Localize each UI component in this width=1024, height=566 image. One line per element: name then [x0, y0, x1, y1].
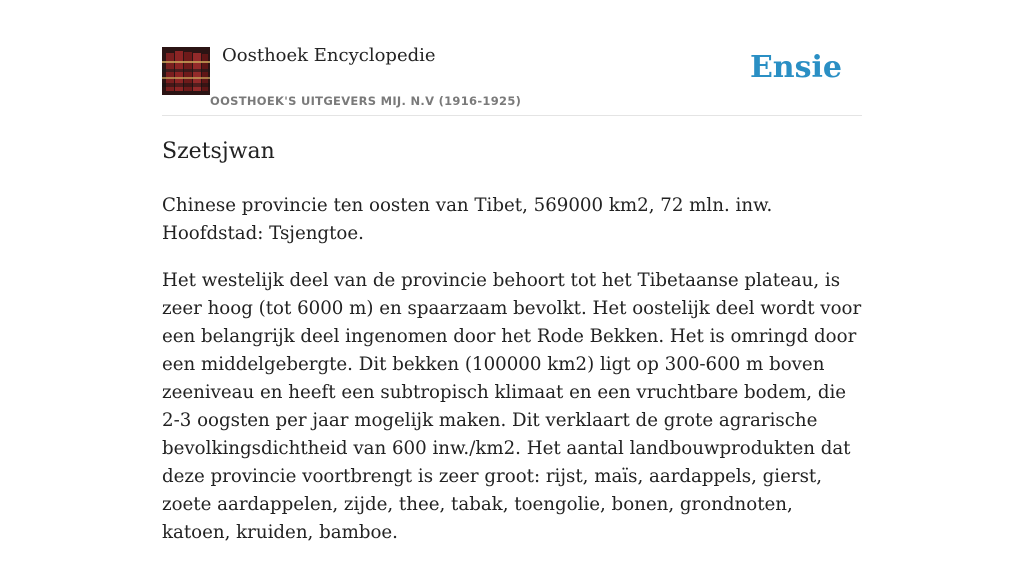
publisher-label: OOSTHOEK'S UITGEVERS MIJ. N.V (1916-1925) — [210, 94, 522, 108]
brand-logo[interactable]: Ensie — [749, 50, 842, 85]
article-title: Szetsjwan — [162, 139, 275, 164]
article-body — [162, 192, 862, 566]
article-paragraph: Het westelijk deel van de provincie behoort tot het Tibetaanse plateau, is zeer hoog (tot 6000 m) en spaarzaam bevolkt. Het oostelijk deel wordt voor een belangrijk deel ingenomen door het Rode Bekken. Het is omringd door een middelgebergte. Dit bekken (100000 km2) ligt op 300-600 m boven zeeniveau en heeft een subtropisch klimaat en een vruchtbare bodem, die 2-3 oogsten per jaar mogelijk maken. Dit verklaart de grote agrarische bevolkingsdichtheid van 600 inw./km2. Het aantal landbouwprodukten dat deze provincie voortbrengt is zeer groot: rijst, maïs, aardappels, gierst, zoete aardappelen, zijde, thee, tabak, toengolie, bonen, grondnoten, katoen, kruiden, bamboe. — [162, 270, 862, 543]
book-spines-icon — [162, 47, 210, 95]
article-paragraph: Chinese provincie ten oosten van Tibet, 569000 km2, 72 mln. inw. Hoofdstad: Tsjengtoe. — [162, 195, 773, 244]
source-name[interactable]: Oosthoek Encyclopedie — [222, 45, 436, 66]
source-avatar[interactable] — [162, 47, 210, 95]
source-header — [162, 0, 862, 116]
